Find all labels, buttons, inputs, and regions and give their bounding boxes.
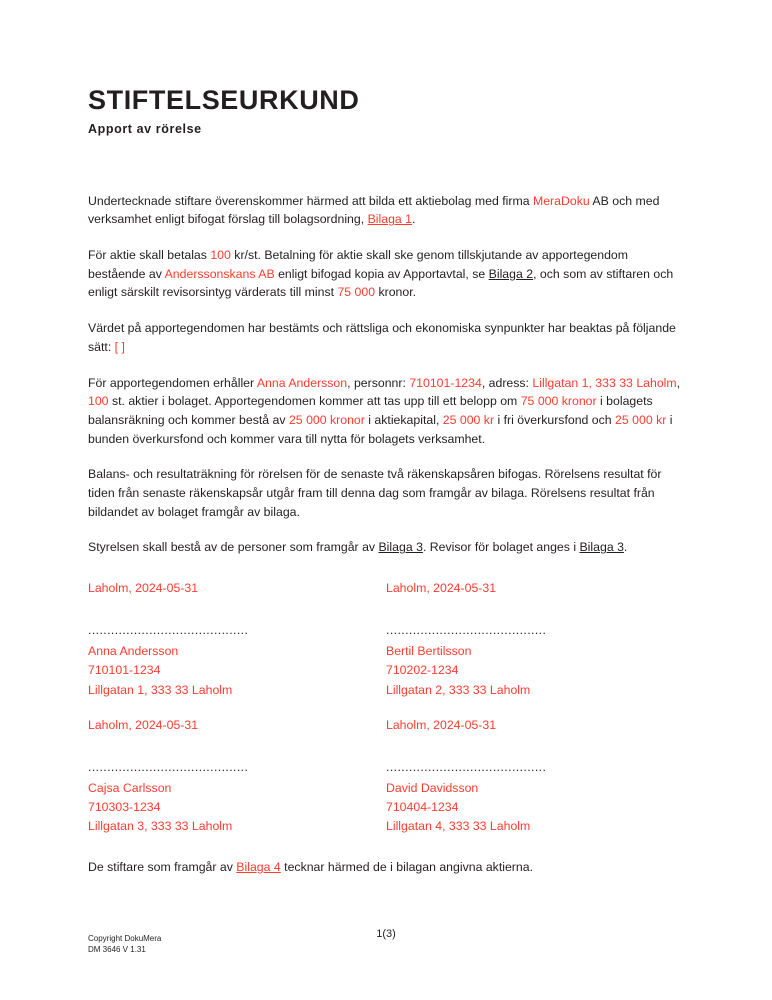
paragraph-6 <box>88 538 684 557</box>
p1-company: MeraDoku <box>532 193 590 208</box>
p4-text-d: , <box>676 375 681 390</box>
signatory-address: Lillgatan 4, 333 33 Laholm <box>386 819 531 834</box>
signature-row-1 <box>88 579 684 700</box>
link-bilaga-1[interactable]: Bilaga 1 <box>367 212 413 227</box>
p4-text-c: , adress: <box>481 375 533 390</box>
p2-value: 75 000 <box>337 285 376 300</box>
place-date: Laholm, 2024-05-31 <box>88 581 199 595</box>
paragraph-4 <box>88 374 684 449</box>
p2-text-b: kr/st. Betalning för aktie skall ske genom tillskjutande av apportegendom bestående av <box>88 248 629 281</box>
p4-shares: 100 <box>88 394 109 409</box>
closing-text-a: De stiftare som framgår av <box>88 860 237 875</box>
p1-text-b: AB och med verksamhet enligt bifogat förslag till bolagsordning, <box>88 193 660 227</box>
input-valuation-note[interactable]: [ ] <box>114 339 125 354</box>
page-title: STIFTELSEURKUND <box>88 85 360 115</box>
page-number: 1(3) <box>376 928 396 940</box>
p4-text-f: i bolagets balansräkning och kommer bestå av <box>88 394 653 427</box>
signature-block-david <box>386 716 684 837</box>
signatory-address: Lillgatan 1, 333 33 Laholm <box>88 682 233 697</box>
signatory-personal-number: 710101-1234 <box>88 663 161 678</box>
p4-text-a: För apportegendomen erhåller <box>88 375 257 390</box>
paragraph-5: Balans- och resultaträkning för rörelsen för de senaste två räkenskapsåren bifogas. Rörelsens resultat för tiden från senaste räkenskapsår utgår fram till denna dag som framgår av bilaga. Rörelsens resultat från bildandet av bolaget framgår av bilaga. <box>88 467 662 519</box>
signatory-name: Cajsa Carlsson <box>88 781 172 796</box>
place-date: Laholm, 2024-05-31 <box>386 717 497 732</box>
signatory-personal-number: 710404-1234 <box>386 800 459 815</box>
footer <box>88 933 161 956</box>
p6-text-b: . Revisor för bolaget anges i <box>422 540 580 555</box>
p4-text-b: , personnr: <box>347 375 410 390</box>
link-bilaga-2[interactable]: Bilaga 2 <box>488 266 534 281</box>
p4-personal-number: 710101-1234 <box>409 375 482 390</box>
p4-bound-premium: 25 000 kr <box>615 412 667 427</box>
link-bilaga-4[interactable]: Bilaga 4 <box>236 860 281 875</box>
document-content <box>88 86 684 889</box>
p2-text-e: kronor. <box>375 285 417 300</box>
signatory-name: David Davidsson <box>386 781 479 796</box>
closing-text-b: tecknar härmed de i bilagan angivna aktierna. <box>280 860 533 875</box>
p6-text-a: Styrelsen skall bestå av de personer som framgår av <box>88 540 379 555</box>
p4-share-capital: 25 000 kronor <box>288 412 365 427</box>
p2-company: Anderssonskans AB <box>164 266 275 281</box>
p4-text-g: i aktiekapital, <box>364 412 443 427</box>
paragraph-3 <box>88 319 684 356</box>
p4-address: Lillgatan 1, 333 33 Laholm <box>532 375 677 390</box>
p6-text-c: . <box>623 540 628 555</box>
p2-text-c: enligt bifogad kopia av Apportavtal, se <box>274 266 489 281</box>
p4-text-h: i fri överkursfond och <box>494 412 616 427</box>
signatory-personal-number: 710303-1234 <box>88 800 161 815</box>
p1-text-c: . <box>412 212 416 227</box>
signature-block-bertil <box>386 579 684 700</box>
signature-line: .......................................... <box>88 760 248 775</box>
link-bilaga-3-revisor[interactable]: Bilaga 3 <box>579 540 624 555</box>
p2-text-a: För aktie skall betalas <box>88 248 211 263</box>
p1-text-a: Undertecknade stiftare överenskommer härmed att bilda ett aktiebolag med firma <box>88 193 533 208</box>
signature-row-2 <box>88 716 684 837</box>
link-bilaga-3-styrelse[interactable]: Bilaga 3 <box>378 540 423 555</box>
signature-spacer <box>88 700 684 716</box>
signatory-name: Bertil Bertilsson <box>386 644 472 659</box>
p4-text-i: i bunden överkursfond och kommer vara till nytta för bolagets verksamhet. <box>88 412 673 446</box>
place-date: Laholm, 2024-05-31 <box>88 717 199 732</box>
p2-amount: 100 <box>210 248 231 263</box>
document-body <box>88 192 684 877</box>
place-date: Laholm, 2024-05-31 <box>386 581 497 595</box>
signature-line: .......................................... <box>386 760 546 775</box>
p3-text-a: Värdet på apportegendomen har bestämts och rättsliga och ekonomiska synpunkter har beaktas på följande sätt: <box>88 321 676 354</box>
signatory-name: Anna Andersson <box>88 644 179 659</box>
signature-block-cajsa <box>88 716 386 837</box>
p4-amount: 75 000 kronor <box>520 394 597 409</box>
paragraph-2 <box>88 246 684 302</box>
p2-text-d: , och som av stiftaren och enligt särskilt revisorsintyg värderats till minst <box>88 266 674 300</box>
footer-copyright: Copyright DokuMera <box>88 933 162 943</box>
signatory-personal-number: 710202-1234 <box>386 663 459 678</box>
closing-paragraph <box>88 858 684 877</box>
signatory-address: Lillgatan 3, 333 33 Laholm <box>88 819 233 834</box>
signature-line: .......................................... <box>386 623 546 638</box>
footer-document-id: DM 3646 V 1.31 <box>88 945 146 955</box>
p4-text-e: st. aktier i bolaget. Apportegendomen kommer att tas upp till ett belopp om <box>108 394 521 409</box>
p4-name: Anna Andersson <box>256 375 348 390</box>
p4-free-premium: 25 000 kr <box>442 412 495 427</box>
signature-line: .......................................... <box>88 623 248 638</box>
signatory-address: Lillgatan 2, 333 33 Laholm <box>386 682 531 697</box>
signature-section <box>88 579 684 836</box>
signature-block-anna <box>88 579 386 700</box>
paragraph-1 <box>88 192 684 229</box>
page-subtitle: Apport av rörelse <box>88 121 202 136</box>
